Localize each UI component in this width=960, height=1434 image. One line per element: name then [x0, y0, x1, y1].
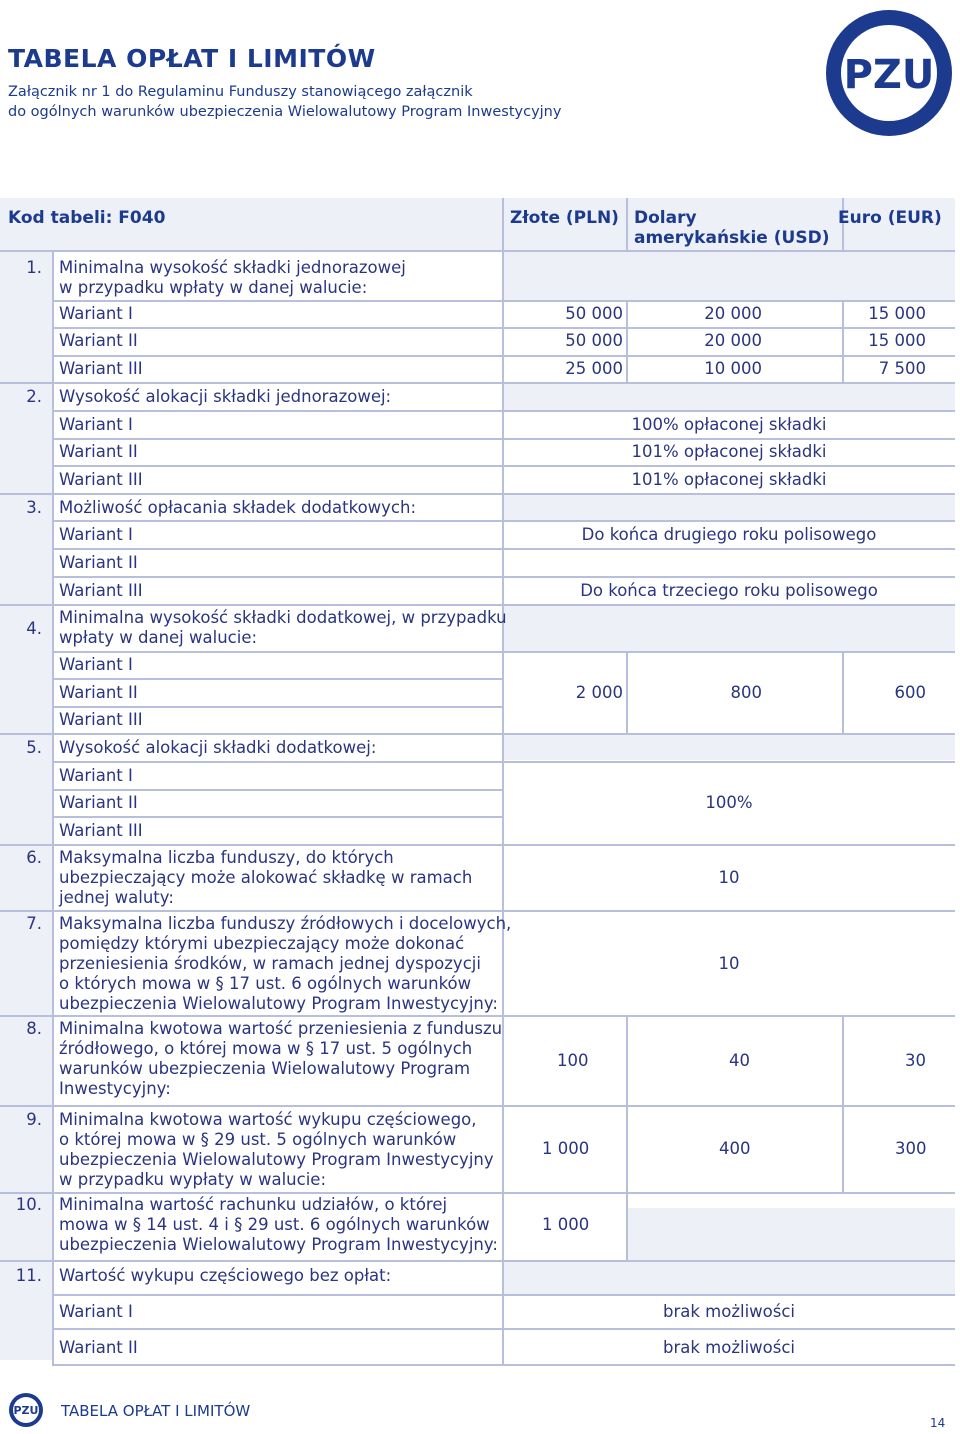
- merged-value: 101% opłaconej składki: [631, 442, 827, 461]
- section-number: 1.: [26, 258, 42, 277]
- section-label: ubezpieczenia Wielowalutowy Program Inwestycyjny:: [59, 1235, 498, 1254]
- value-usd: 20 000: [704, 304, 762, 323]
- variant-label: Wariant II: [59, 442, 138, 461]
- section-label: Minimalna kwotowa wartość przeniesienia z funduszu: [59, 1019, 503, 1038]
- section-number: 2.: [26, 387, 42, 406]
- merged-value: 100% opłaconej składki: [631, 415, 827, 434]
- section-number: 11.: [15, 1266, 42, 1285]
- section-label: Wysokość alokacji składki dodatkowej:: [59, 738, 377, 757]
- section-number: 9.: [26, 1110, 42, 1129]
- section-label: ubezpieczający może alokować składkę w ramach: [59, 868, 473, 887]
- value-usd: 40: [729, 1051, 750, 1070]
- merged-value: 10: [718, 954, 740, 973]
- value-pln: 50 000: [565, 304, 623, 323]
- section-number: 6.: [26, 848, 42, 867]
- pzu-logo-icon: [824, 8, 954, 138]
- variant-label: Wariant III: [59, 710, 143, 729]
- value-eur: 7 500: [878, 359, 926, 378]
- section-label: w przypadku wpłaty w danej walucie:: [59, 278, 368, 297]
- variant-label: Wariant III: [59, 821, 143, 840]
- table-code: Kod tabeli: F040: [8, 208, 166, 228]
- section-label: Maksymalna liczba funduszy, do których: [59, 848, 394, 867]
- value-eur: 300: [895, 1139, 927, 1158]
- merged-value: Do końca trzeciego roku polisowego: [580, 581, 878, 600]
- variant-label: Wariant I: [59, 304, 133, 323]
- value-pln: 25 000: [565, 359, 623, 378]
- section-number: 7.: [26, 914, 42, 933]
- section-label: przeniesienia środków, w ramach jednej dyspozycji: [59, 954, 481, 973]
- merged-value: 10: [718, 868, 740, 887]
- section-label: Wartość wykupu częściowego bez opłat:: [59, 1266, 392, 1285]
- variant-label: Wariant I: [59, 415, 133, 434]
- value-usd: 20 000: [704, 331, 762, 350]
- page-number: 14: [930, 1416, 946, 1430]
- value-usd: 400: [719, 1139, 751, 1158]
- section-label: o których mowa w § 17 ust. 6 ogólnych warunków: [59, 974, 472, 993]
- column-header-usd: Dolary: [634, 208, 697, 228]
- section-label: jednej waluty:: [59, 888, 174, 907]
- section-number: 4.: [26, 619, 42, 638]
- value-eur: 15 000: [868, 331, 926, 350]
- variant-label: Wariant I: [59, 655, 133, 674]
- section-label: wpłaty w danej walucie:: [59, 628, 258, 647]
- merged-value: brak możliwości: [662, 1302, 795, 1321]
- section-label: Minimalna kwotowa wartość wykupu częściowego,: [59, 1110, 477, 1129]
- section-label: ubezpieczenia Wielowalutowy Program Inwestycyjny:: [59, 994, 498, 1013]
- section-label: Maksymalna liczba funduszy źródłowych i docelowych,: [59, 914, 512, 933]
- section-label: w przypadku wypłaty w walucie:: [59, 1170, 326, 1189]
- variant-label: Wariant I: [59, 1302, 133, 1321]
- section-number: 5.: [26, 738, 42, 757]
- section-label: Minimalna wysokość składki jednorazowej: [59, 258, 406, 277]
- subtitle-line-1: Załącznik nr 1 do Regulaminu Funduszy stanowiącego załącznik: [8, 84, 473, 100]
- page-title: TABELA OPŁAT I LIMITÓW: [8, 44, 376, 73]
- variant-label: Wariant II: [59, 793, 138, 812]
- section-label: ubezpieczenia Wielowalutowy Program Inwestycyjny: [59, 1150, 494, 1169]
- value-pln: 2 000: [575, 683, 623, 702]
- value-eur: 600: [894, 683, 926, 702]
- column-header-eur: Euro (EUR): [838, 208, 942, 228]
- section-label: źródłowego, o której mowa w § 17 ust. 5 ogólnych: [59, 1039, 473, 1058]
- section-label: Wysokość alokacji składki jednorazowej:: [59, 387, 392, 406]
- variant-label: Wariant III: [59, 470, 143, 489]
- section-label: Minimalna wysokość składki dodatkowej, w przypadku: [59, 608, 507, 627]
- value-eur: 15 000: [868, 304, 926, 323]
- merged-value: Do końca drugiego roku polisowego: [581, 525, 877, 544]
- variant-label: Wariant II: [59, 683, 138, 702]
- pzu-logo-small-icon: [8, 1392, 44, 1428]
- variant-label: Wariant III: [59, 581, 143, 600]
- variant-label: Wariant I: [59, 525, 133, 544]
- column-header-pln: Złote (PLN): [510, 208, 619, 228]
- section-label: mowa w § 14 ust. 4 i § 29 ust. 6 ogólnych warunków: [59, 1215, 490, 1234]
- section-number: 8.: [26, 1019, 42, 1038]
- footer-title: TABELA OPŁAT I LIMITÓW: [61, 1402, 251, 1420]
- section-number: 3.: [26, 498, 42, 517]
- section-label: o której mowa w § 29 ust. 5 ogólnych warunków: [59, 1130, 457, 1149]
- merged-value: 101% opłaconej składki: [631, 470, 827, 489]
- value-usd: 10 000: [704, 359, 762, 378]
- value-eur: 30: [905, 1051, 926, 1070]
- value-pln: 1 000: [542, 1139, 590, 1158]
- value-pln: 100: [557, 1051, 589, 1070]
- variant-label: Wariant II: [59, 553, 138, 572]
- svg-text:PZU: PZU: [843, 52, 935, 98]
- variant-label: Wariant II: [59, 331, 138, 350]
- section-label: pomiędzy którymi ubezpieczający może dokonać: [59, 934, 465, 953]
- section-label: Możliwość opłacania składek dodatkowych:: [59, 498, 417, 517]
- subtitle-line-2: do ogólnych warunków ubezpieczenia Wielowalutowy Program Inwestycyjny: [8, 104, 562, 120]
- variant-label: Wariant I: [59, 766, 133, 785]
- merged-value: brak możliwości: [662, 1338, 795, 1357]
- section-label: Inwestycyjny:: [59, 1079, 171, 1098]
- value-pln: 50 000: [565, 331, 623, 350]
- value-usd: 800: [730, 683, 762, 702]
- variant-label: Wariant III: [59, 359, 143, 378]
- variant-label: Wariant II: [59, 1338, 138, 1357]
- merged-value: 100%: [705, 793, 753, 812]
- section-label: Minimalna wartość rachunku udziałów, o której: [59, 1195, 448, 1214]
- section-label: warunków ubezpieczenia Wielowalutowy Program: [59, 1059, 471, 1078]
- column-header-usd-2: amerykańskie (USD): [634, 228, 830, 248]
- svg-text:PZU: PZU: [13, 1404, 39, 1417]
- value-pln: 1 000: [542, 1215, 590, 1234]
- section-number: 10.: [15, 1195, 42, 1214]
